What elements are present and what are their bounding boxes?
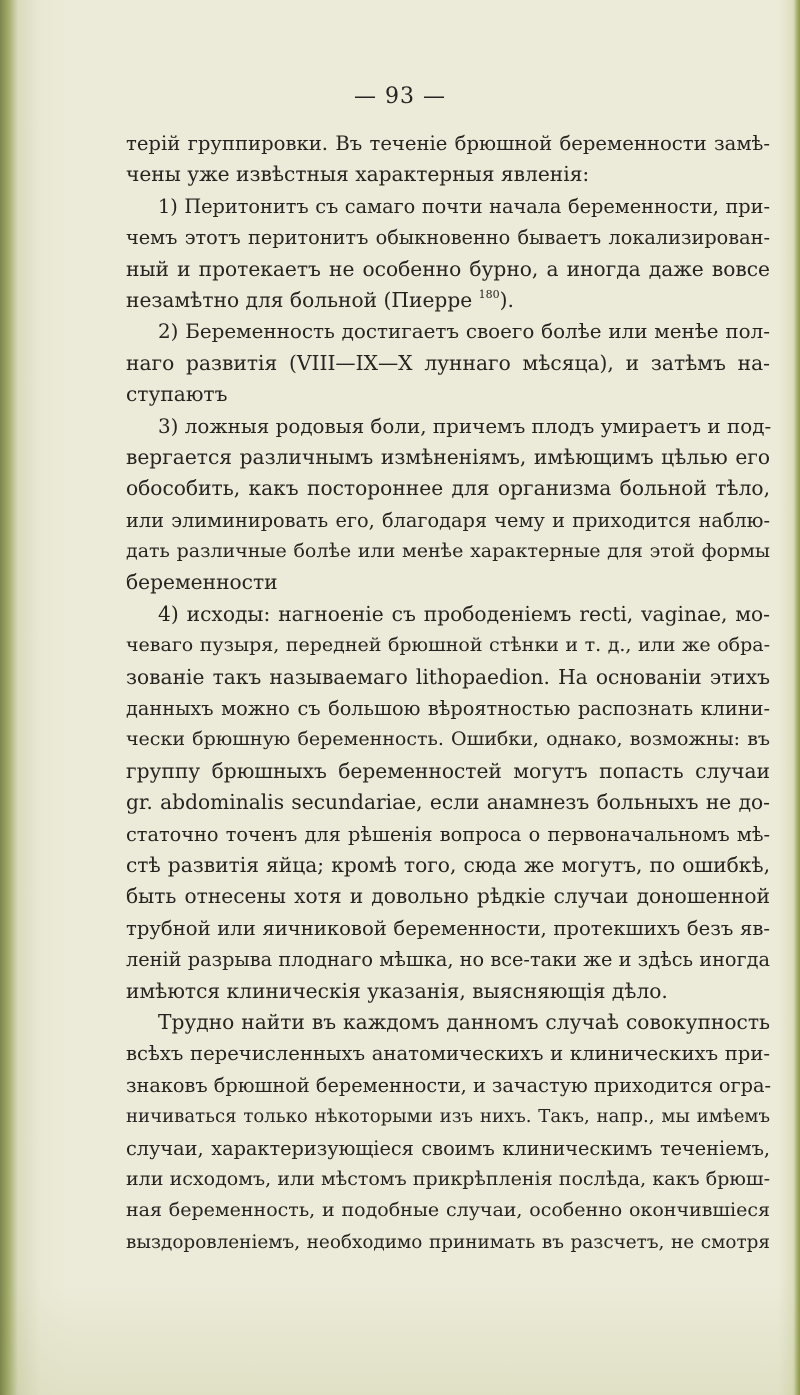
text-line: [126, 473, 770, 504]
text-line: [126, 850, 770, 881]
text-line: [126, 316, 770, 347]
text-line-content: обособить, какъ постороннее для организма больной тѣло,: [126, 476, 770, 501]
text-line: [126, 976, 770, 1007]
text-line-content: 3) ложныя родовыя боли, причемъ плодъ умираетъ и под-: [158, 414, 772, 438]
text-line-content: трубной или яичниковой беременности, протекшихъ безъ яв-: [126, 916, 770, 940]
text-line: [126, 411, 770, 442]
text-line: [126, 662, 770, 693]
page-number: — 93 —: [354, 84, 446, 109]
text-line: [126, 1164, 770, 1195]
text-line-content: 2) Беременность достигаетъ своего болѣе или менѣе пол-: [158, 320, 770, 344]
text-line: [126, 1227, 770, 1258]
text-line: [126, 819, 770, 850]
text-line: [126, 724, 770, 755]
text-line: [126, 1195, 770, 1226]
text-line-content: стѣ развитія яйца; кромѣ того, сюда же могутъ, по ошибкѣ,: [126, 852, 770, 877]
text-line-content: дать различные болѣе или менѣе характерные для этой формы: [126, 540, 770, 563]
text-line-content: быть отнесены хотя и довольно рѣдкіе случаи доношенной: [126, 884, 770, 909]
text-line-content: 4) исходы: нагноеніе съ прободеніемъ recti, vaginae, мо-: [158, 601, 770, 626]
text-line-content: беременности: [126, 570, 278, 595]
text-line-content: случаи, характеризующіеся своимъ клиническимъ теченіемъ,: [126, 1136, 770, 1160]
text-line-content: терій группировки. Въ теченіе брюшной беременности замѣ-: [126, 132, 770, 155]
text-line: [126, 881, 770, 912]
text-line-content: чены уже извѣстныя характерныя явленія:: [126, 162, 590, 187]
text-line-content: или элиминировать его, благодаря чему и приходится наблю-: [126, 508, 770, 532]
text-line: [126, 128, 770, 159]
text-line: [126, 536, 770, 567]
text-line-content: Трудно найти въ каждомъ данномъ случаѣ совокупность: [158, 1009, 770, 1034]
text-line-content: 1) Перитонитъ съ самаго почти начала беременности, при-: [158, 194, 770, 218]
text-line: [126, 1101, 770, 1132]
text-line: [126, 379, 770, 410]
page-edge: [794, 0, 800, 1395]
text-line-content: чеваго пузыря, передней брюшной стѣнки и т. д., или же обра-: [126, 634, 770, 657]
text-line: [126, 567, 770, 598]
text-line: [126, 630, 770, 661]
text-line: [126, 1038, 770, 1069]
text-line: [126, 1133, 770, 1164]
citation-superscript: 180: [478, 287, 500, 301]
text-line-content: чески брюшную беременность. Ошибки, однако, возможны: въ: [126, 728, 770, 751]
text-line-content: ступаютъ: [126, 382, 228, 407]
text-line: [126, 787, 770, 818]
text-line-content: наго развитія (VIII—IX—X луннаго мѣсяца), и затѣмъ на-: [126, 350, 770, 375]
book-spine-shadow: [0, 0, 18, 1395]
body-text: [126, 128, 770, 1258]
text-line-content: gr. abdominalis secundariae, если анамнезъ больныхъ не до-: [126, 790, 770, 815]
text-line: [126, 159, 770, 190]
text-line-content: всѣхъ перечисленныхъ анатомическихъ и клиническихъ при-: [126, 1042, 770, 1066]
text-line-content: статочно точенъ для рѣшенія вопроса о первоначальномъ мѣ-: [126, 822, 770, 846]
text-line-content: знаковъ брюшной беременности, и зачастую приходится огра-: [126, 1073, 771, 1097]
text-line: [126, 285, 770, 316]
text-line: [126, 944, 770, 975]
text-line-content: леній разрыва плоднаго мѣшка, но все-таки же и здѣсь иногда: [126, 948, 770, 972]
text-line-content: вергается различнымъ измѣненіямъ, имѣющимъ цѣлью его: [126, 444, 770, 469]
text-line: [126, 1070, 770, 1101]
text-line: [126, 222, 770, 253]
text-line: [126, 348, 770, 379]
text-line: [126, 191, 770, 222]
text-line-content: ная беременность, и подобные случаи, особенно окончившіеся: [126, 1199, 770, 1222]
text-line-content: или исходомъ, или мѣстомъ прикрѣпленія послѣда, какъ брюш-: [126, 1167, 770, 1190]
text-line-content: ный и протекаетъ не особенно бурно, а иногда даже вовсе: [126, 256, 770, 281]
text-line-content: ничиваться только нѣкоторыми изъ нихъ. Такъ, напр., мы имѣемъ: [126, 1106, 770, 1128]
text-line: [126, 254, 770, 285]
text-line-content: незамѣтно для больной (Пиерре: [126, 287, 479, 312]
text-line-content: зованіе такъ называемаго lithopaedion. На основаніи этихъ: [126, 664, 770, 689]
text-line-content: имѣются клиническія указанія, выясняющія дѣло.: [126, 978, 668, 1003]
text-line: [126, 693, 770, 724]
text-line: [126, 442, 770, 473]
text-line: [126, 913, 770, 944]
text-line-content: чемъ этотъ перитонитъ обыкновенно бываетъ локализирован-: [126, 226, 770, 250]
text-line: [126, 505, 770, 536]
text-line-content: группу брюшныхъ беременностей могутъ попасть случаи: [126, 758, 770, 783]
text-line-content: данныхъ можно съ большою вѣроятностью распознать клини-: [126, 697, 770, 721]
text-line: [126, 1007, 770, 1038]
text-line-content: выздоровленіемъ, необходимо принимать въ разсчетъ, не смотря: [126, 1231, 770, 1253]
text-line: [126, 599, 770, 630]
text-line-tail: ).: [499, 287, 514, 312]
text-line: [126, 756, 770, 787]
